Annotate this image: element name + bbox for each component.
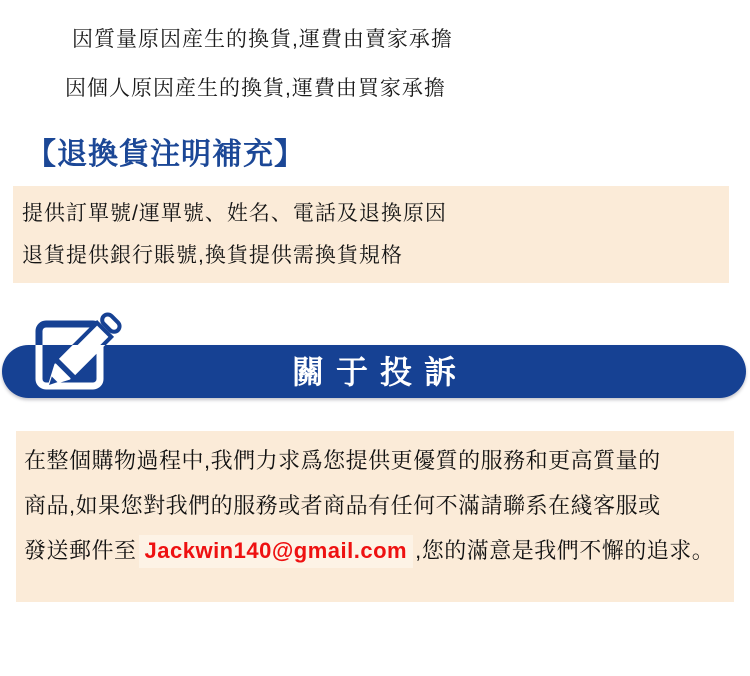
contact-email: Jackwin140@gmail.com [139,535,414,568]
complaint-banner-title: 關于投訴 [291,354,468,390]
return-supplement-heading: 【退換貨注明補充】 [26,138,305,171]
exchange-note-quality: 因質量原因産生的換貨,運費由賣家承擔 [72,28,453,51]
complaint-body-line-2: 商品,如果您對我們的服務或者商品有任何不滿請聯系在綫客服或 [24,493,661,518]
supplement-line-order-info: 提供訂單號/運單號、姓名、電話及退換原因 [22,202,447,225]
exchange-note-personal: 因個人原因産生的換貨,運費由買家承擔 [65,77,446,100]
return-supplement-box [13,186,729,283]
complaint-body-box [16,431,734,602]
edit-pencil-icon [30,306,122,412]
email-prefix-text: 發送郵件至 [24,538,137,563]
email-suffix-text: ,您的滿意是我們不懈的追求。 [415,538,715,563]
supplement-line-bank-info: 退貨提供銀行賬號,換貨提供需換貨規格 [22,244,403,267]
complaint-body-line-1: 在整個購物過程中,我們力求爲您提供更優質的服務和更高質量的 [24,448,661,473]
complaint-body-line-3 [24,528,734,573]
